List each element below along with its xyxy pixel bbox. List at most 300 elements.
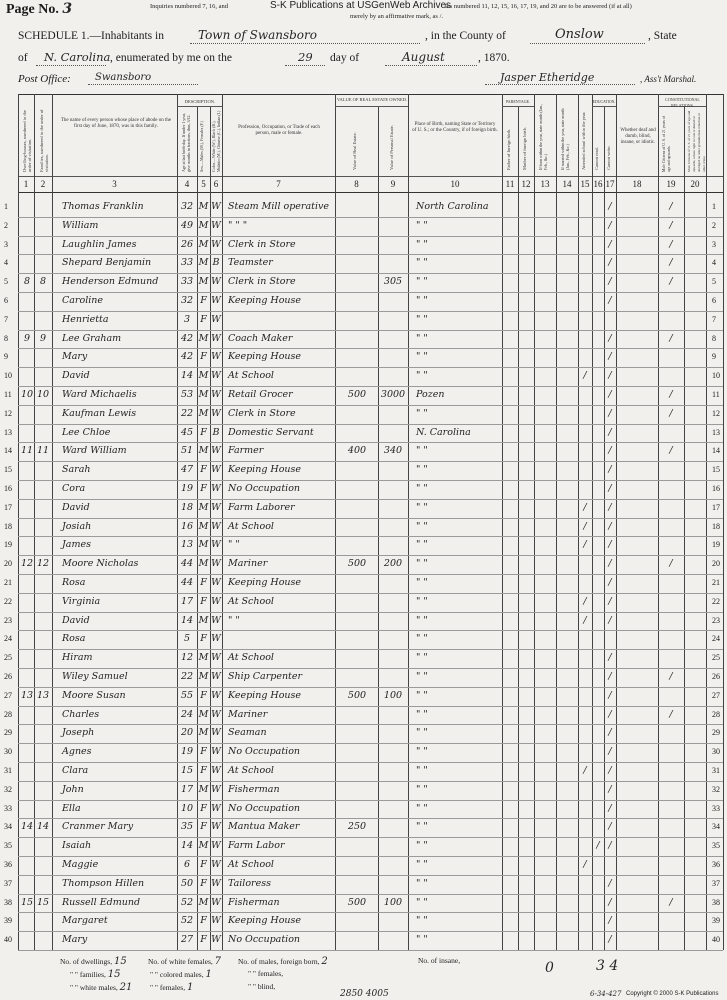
row-rule	[18, 367, 723, 368]
line-number-left: 4	[4, 258, 8, 268]
row-rule	[18, 687, 723, 688]
color: W	[211, 652, 221, 664]
families-count: 15	[107, 969, 121, 980]
color: W	[211, 595, 221, 607]
male-citizen-mark: /	[669, 238, 673, 250]
sex: F	[200, 859, 207, 870]
column-number: 16	[593, 179, 603, 189]
column-number: 18	[632, 179, 642, 189]
line-number-left: 7	[4, 314, 8, 324]
row-rule	[18, 762, 723, 763]
header-personal-estate: Value of Personal Estate.	[389, 125, 394, 170]
header-parentage: PARENTAGE.	[505, 99, 531, 104]
color: W	[211, 840, 221, 852]
male-citizen-mark: /	[669, 558, 673, 570]
cannot-write-mark: /	[608, 407, 612, 419]
person-name: Joseph	[62, 727, 95, 739]
person-name: Caroline	[62, 295, 104, 306]
birthplace: " "	[416, 802, 428, 814]
birthplace: " "	[416, 671, 428, 682]
color: W	[211, 407, 221, 419]
male-citizen-mark: /	[669, 708, 673, 720]
line-number-left: 21	[4, 578, 12, 587]
color: W	[211, 276, 221, 288]
person-name: Mary	[62, 934, 88, 946]
value-group-rule	[335, 106, 408, 107]
real-estate-value: 500	[347, 558, 367, 570]
sex: F	[200, 877, 207, 889]
person-name: Ella	[62, 802, 81, 814]
line-number-right: 40	[712, 935, 720, 945]
occupation: Ship Carpenter	[228, 671, 303, 682]
occupation: " "	[228, 539, 240, 551]
colored-females-count: 1	[186, 982, 194, 993]
header-male-citizens: Male Citizens of U. S. of 21 years of age and upwards.	[662, 116, 671, 172]
line-number-left: 34	[4, 822, 12, 832]
day-underline	[285, 65, 325, 66]
age: 50	[180, 877, 194, 889]
line-number-left: 31	[4, 766, 12, 775]
footer-white-males: " " white males, 21	[70, 982, 133, 993]
cannot-write-mark: /	[608, 295, 612, 306]
color: W	[211, 445, 221, 457]
header-age: Age at last birth-day. If under 1 year, give months in fractions, thus, 3/12.	[181, 112, 191, 172]
line-number-right: 30	[712, 747, 720, 757]
occupation: At School	[228, 370, 274, 382]
color: W	[211, 295, 221, 306]
birthplace: " "	[416, 332, 428, 344]
line-number-left: 26	[4, 672, 12, 681]
dwellings-count: 15	[113, 956, 127, 967]
sex: M	[198, 257, 209, 269]
column-number-rule	[18, 192, 723, 193]
birthplace: N. Carolina	[416, 426, 471, 438]
person-name: Moore Susan	[62, 689, 126, 701]
sex: F	[200, 295, 207, 306]
person-name: Thomas Franklin	[62, 201, 144, 212]
post-office-label: Post Office:	[18, 73, 71, 85]
line-number-right: 18	[712, 521, 720, 531]
dwelling-number: 12	[20, 558, 34, 570]
sex: M	[198, 727, 209, 739]
sex: F	[200, 633, 207, 645]
cannot-write-mark: /	[608, 257, 612, 269]
dwelling-number: 9	[23, 332, 31, 344]
sex: M	[198, 332, 209, 344]
column-number: 7	[276, 179, 281, 189]
male-citizen-mark: /	[669, 389, 673, 400]
color: W	[211, 614, 221, 626]
col-sep	[684, 106, 685, 950]
month-underline	[385, 65, 477, 66]
occupation: Keeping House	[228, 351, 302, 363]
sex: M	[198, 558, 209, 570]
person-name: William	[62, 219, 99, 231]
line-number-right: 13	[712, 427, 720, 437]
birthplace: " "	[416, 295, 428, 306]
age: 26	[180, 238, 194, 250]
cannot-read-mark: /	[596, 840, 600, 852]
real-estate-value: 500	[347, 689, 367, 701]
marshal-underline	[485, 84, 635, 85]
header-birthplace: Place of Birth, naming State or Territory of U. S.; or the Country, if of foreign birth.	[412, 122, 498, 133]
page-label: Page No. 3	[6, 1, 73, 17]
sex: M	[198, 276, 209, 288]
attended-school-mark: /	[583, 370, 587, 382]
col-sep	[222, 94, 223, 950]
line-number-left: 39	[4, 916, 12, 926]
birthplace: " "	[416, 595, 428, 607]
line-number-right: 34	[712, 822, 720, 832]
column-number: 6	[213, 179, 219, 189]
occupation: At School	[228, 859, 274, 870]
row-rule	[18, 630, 723, 631]
line-number-left: 13	[4, 427, 12, 437]
line-number-right: 3	[712, 239, 716, 249]
age: 15	[180, 765, 194, 776]
column-number: 15	[580, 179, 590, 189]
occupation: No Occupation	[228, 746, 301, 758]
sex: F	[200, 934, 207, 946]
male-citizen-mark: /	[669, 407, 673, 419]
header-cannot-read: Cannot read.	[594, 147, 599, 170]
color: W	[211, 539, 221, 551]
line-number-left: 32	[4, 784, 12, 794]
column-number: 10	[450, 179, 460, 189]
line-number-left: 22	[4, 596, 12, 606]
color: W	[211, 577, 221, 588]
header-families: Families, numbered in the order of visitation.	[39, 109, 49, 172]
education-group-rule	[592, 106, 616, 107]
age: 22	[180, 671, 194, 682]
cannot-write-mark: /	[608, 915, 612, 927]
line-number-left: 24	[4, 634, 12, 644]
birthplace: " "	[416, 445, 428, 457]
of-label: of	[18, 52, 28, 64]
row-rule	[18, 292, 723, 293]
sex: M	[198, 238, 209, 250]
age: 22	[180, 407, 194, 419]
real-estate-value: 400	[347, 445, 367, 457]
personal-estate-value: 100	[383, 896, 403, 908]
person-name: Cranmer Mary	[62, 821, 134, 833]
table-right-border	[723, 94, 724, 950]
column-number: 8	[354, 179, 359, 189]
line-number-right: 5	[712, 277, 716, 287]
line-number-right: 15	[712, 465, 720, 475]
header-description: DESCRIPTION.	[184, 99, 216, 104]
line-number-right: 8	[712, 333, 716, 343]
birthplace: " "	[416, 746, 428, 758]
line-number-right: 36	[712, 860, 720, 869]
birthplace: " "	[416, 652, 428, 664]
sex: M	[198, 445, 209, 457]
birthplace: " "	[416, 520, 428, 532]
line-number-right: 14	[712, 446, 720, 456]
schedule-title: SCHEDULE 1.—Inhabitants in	[18, 30, 164, 42]
cannot-write-mark: /	[608, 614, 612, 626]
cannot-write-mark: /	[608, 877, 612, 889]
col-sep	[658, 94, 659, 950]
colored-males-count: 1	[205, 969, 212, 980]
person-name: Kaufman Lewis	[62, 407, 137, 419]
cannot-write-mark: /	[608, 727, 612, 739]
row-rule	[18, 311, 723, 312]
line-number-right: 11	[712, 390, 720, 399]
age: 35	[180, 821, 194, 833]
county-underline	[530, 43, 645, 44]
color: W	[211, 201, 221, 212]
age: 14	[180, 370, 194, 382]
footer-colored-males: " " colored males, 1	[150, 969, 212, 980]
age: 45	[180, 426, 194, 438]
cannot-write-mark: /	[608, 821, 612, 833]
line-number-right: 10	[712, 371, 720, 381]
instruction-note-left: Inquiries numbered 7, 16, and	[150, 3, 228, 10]
age: 27	[180, 934, 194, 946]
line-number-left: 6	[4, 296, 8, 305]
row-rule	[18, 593, 723, 594]
color: W	[211, 689, 221, 701]
occupation: Mariner	[228, 708, 268, 720]
age: 55	[180, 689, 194, 701]
color: W	[211, 859, 221, 870]
post-office-name: Swansboro	[95, 72, 152, 83]
line-number-left: 36	[4, 860, 12, 869]
line-number-left: 11	[4, 390, 12, 399]
birthplace: " "	[416, 257, 428, 269]
color: W	[211, 313, 221, 325]
sex: F	[200, 915, 207, 927]
dwelling-number: 11	[20, 445, 34, 457]
description-group-rule	[177, 106, 222, 107]
male-citizen-mark: /	[669, 896, 673, 908]
instruction-note-right-2: merely by an affirmative mark, as /.	[350, 13, 444, 20]
cannot-write-mark: /	[608, 708, 612, 720]
color: W	[211, 633, 221, 645]
column-number: 1	[23, 179, 29, 189]
post-office-underline	[88, 84, 198, 85]
sex: M	[198, 520, 209, 532]
birthplace: " "	[416, 464, 428, 476]
personal-estate-value: 340	[383, 445, 403, 457]
cannot-write-mark: /	[608, 464, 612, 476]
birthplace: " "	[416, 238, 428, 250]
person-name: James	[62, 539, 91, 551]
row-rule	[18, 424, 723, 425]
birthplace: " "	[416, 633, 428, 645]
birthplace: " "	[416, 313, 428, 325]
birthplace: " "	[416, 840, 428, 852]
sex: M	[198, 652, 209, 664]
attended-school-mark: /	[583, 595, 587, 607]
occupation: Fisherman	[228, 896, 280, 908]
color: W	[211, 765, 221, 776]
color: W	[211, 783, 221, 795]
birthplace: Pozen	[416, 389, 445, 400]
line-number-right: 20	[712, 559, 720, 569]
birthplace: " "	[416, 483, 428, 494]
line-number-left: 28	[4, 709, 12, 719]
age: 42	[180, 351, 194, 363]
copyright: Copyright © 2000 S-K Publications	[626, 991, 719, 997]
age: 10	[180, 802, 194, 814]
state-underline	[36, 65, 106, 66]
footer-dwellings: No. of dwellings, 15	[60, 956, 127, 967]
age: 53	[180, 389, 194, 400]
sex: M	[198, 614, 209, 626]
line-number-left: 2	[4, 220, 8, 230]
col-sep	[502, 94, 503, 950]
sex: M	[198, 896, 209, 908]
cannot-write-mark: /	[608, 426, 612, 438]
line-number-right: 12	[712, 408, 720, 418]
col-sep	[518, 106, 519, 950]
occupation: Retail Grocer	[228, 389, 293, 400]
occupation: No Occupation	[228, 934, 301, 946]
header-bottom-rule	[18, 176, 723, 177]
line-number-right: 39	[712, 916, 720, 926]
person-name: Mary	[62, 351, 88, 363]
cannot-write-mark: /	[608, 746, 612, 758]
footer-blind: " " blind,	[248, 982, 276, 991]
cannot-write-mark: /	[608, 896, 612, 908]
person-name: Russell Edmund	[62, 896, 141, 908]
header-real-estate: Value of Real Estate.	[352, 132, 357, 170]
row-rule	[18, 724, 723, 725]
line-number-left: 30	[4, 747, 12, 757]
sex: M	[198, 389, 209, 400]
footer-insane: No. of insane,	[418, 956, 461, 965]
birthplace: " "	[416, 783, 428, 795]
enumerated-label: , enumerated by me on the	[110, 52, 232, 64]
line-number-left: 1	[4, 202, 8, 211]
birthplace: " "	[416, 407, 428, 419]
line-number-right: 33	[712, 803, 720, 813]
birthplace: " "	[416, 708, 428, 720]
birthplace: " "	[416, 896, 428, 908]
real-estate-value: 250	[347, 821, 367, 833]
dwelling-number: 15	[20, 896, 34, 908]
cannot-write-mark: /	[608, 783, 612, 795]
occupation: Farmer	[228, 445, 264, 457]
col-sep	[534, 94, 535, 950]
footer-colored-females: " " females, 1	[150, 982, 194, 993]
row-rule	[18, 649, 723, 650]
row-rule	[18, 330, 723, 331]
header-occupation: Profession, Occupation, or Trade of each person, male or female.	[238, 125, 320, 136]
line-number-right: 17	[712, 502, 720, 512]
male-citizen-mark: /	[669, 201, 673, 212]
family-number: 10	[36, 389, 50, 400]
enumeration-day: 29	[298, 50, 313, 64]
column-number: 2	[40, 179, 46, 189]
color: W	[211, 464, 221, 476]
white-females-count: 7	[214, 956, 222, 967]
birthplace: " "	[416, 351, 428, 363]
header-dwellings: Dwelling-houses, numbered in the order of visitation.	[22, 110, 32, 172]
age: 19	[180, 483, 194, 494]
header-education: EDUCATION.	[592, 100, 616, 104]
row-rule	[18, 236, 723, 237]
color: W	[211, 727, 221, 739]
state-label: , State	[648, 30, 677, 42]
cannot-write-mark: /	[608, 370, 612, 382]
row-rule	[18, 781, 723, 782]
table-top-border	[18, 94, 723, 95]
line-number-left: 3	[4, 239, 8, 249]
age: 52	[180, 896, 194, 908]
column-number: 4	[184, 179, 190, 189]
footer-families: " " families, 15	[70, 969, 121, 980]
person-name: Henderson Edmund	[62, 276, 159, 288]
sex: F	[200, 464, 207, 476]
age: 44	[180, 558, 194, 570]
line-number-left: 15	[4, 465, 12, 475]
cannot-write-mark: /	[608, 840, 612, 852]
line-number-right: 24	[712, 634, 720, 644]
cannot-write-mark: /	[608, 351, 612, 363]
occupation: Farm Laborer	[228, 501, 295, 513]
line-number-left: 38	[4, 897, 12, 907]
sex: F	[200, 426, 207, 438]
person-name: Sarah	[62, 464, 91, 476]
row-rule	[18, 706, 723, 707]
occupation: Keeping House	[228, 464, 302, 476]
sex: M	[198, 370, 209, 382]
personal-estate-value: 3000	[380, 389, 406, 400]
line-number-right: 35	[712, 841, 720, 851]
col-sep	[52, 94, 53, 950]
attended-school-mark: /	[583, 765, 587, 776]
cannot-write-mark: /	[608, 332, 612, 344]
person-name: Wiley Samuel	[62, 671, 128, 682]
cannot-write-mark: /	[608, 276, 612, 288]
column-number: 11	[505, 179, 515, 189]
row-rule	[18, 405, 723, 406]
birthplace: " "	[416, 765, 428, 776]
sex: F	[200, 765, 207, 776]
enumeration-month: August	[402, 50, 445, 64]
color: W	[211, 351, 221, 363]
header-attended-school: Attended school within the year.	[581, 111, 586, 170]
person-name: Laughlin James	[62, 238, 137, 250]
person-name: John	[62, 783, 84, 795]
occupation: " "	[228, 614, 240, 626]
header-sex: Sex.—Males (M.), Females (F.)	[199, 121, 204, 172]
person-name: Shepard Benjamin	[62, 257, 152, 269]
personal-estate-value: 305	[383, 276, 403, 288]
birthplace: " "	[416, 577, 428, 588]
line-number-right: 21	[712, 578, 720, 587]
person-name: Moore Nicholas	[62, 558, 139, 570]
sex: F	[200, 351, 207, 363]
age: 17	[180, 783, 194, 795]
person-name: Josiah	[62, 520, 92, 532]
age: 42	[180, 332, 194, 344]
family-number: 13	[36, 689, 50, 701]
color: W	[211, 896, 221, 908]
attended-school-mark: /	[583, 614, 587, 626]
age: 51	[180, 445, 194, 457]
person-name: Ward William	[62, 445, 127, 457]
row-rule	[18, 950, 723, 951]
footer-tally-mid: 0	[545, 960, 554, 976]
birthplace: " "	[416, 219, 428, 231]
sex: F	[200, 483, 207, 494]
line-number-right: 1	[712, 202, 716, 211]
cannot-write-mark: /	[608, 483, 612, 494]
